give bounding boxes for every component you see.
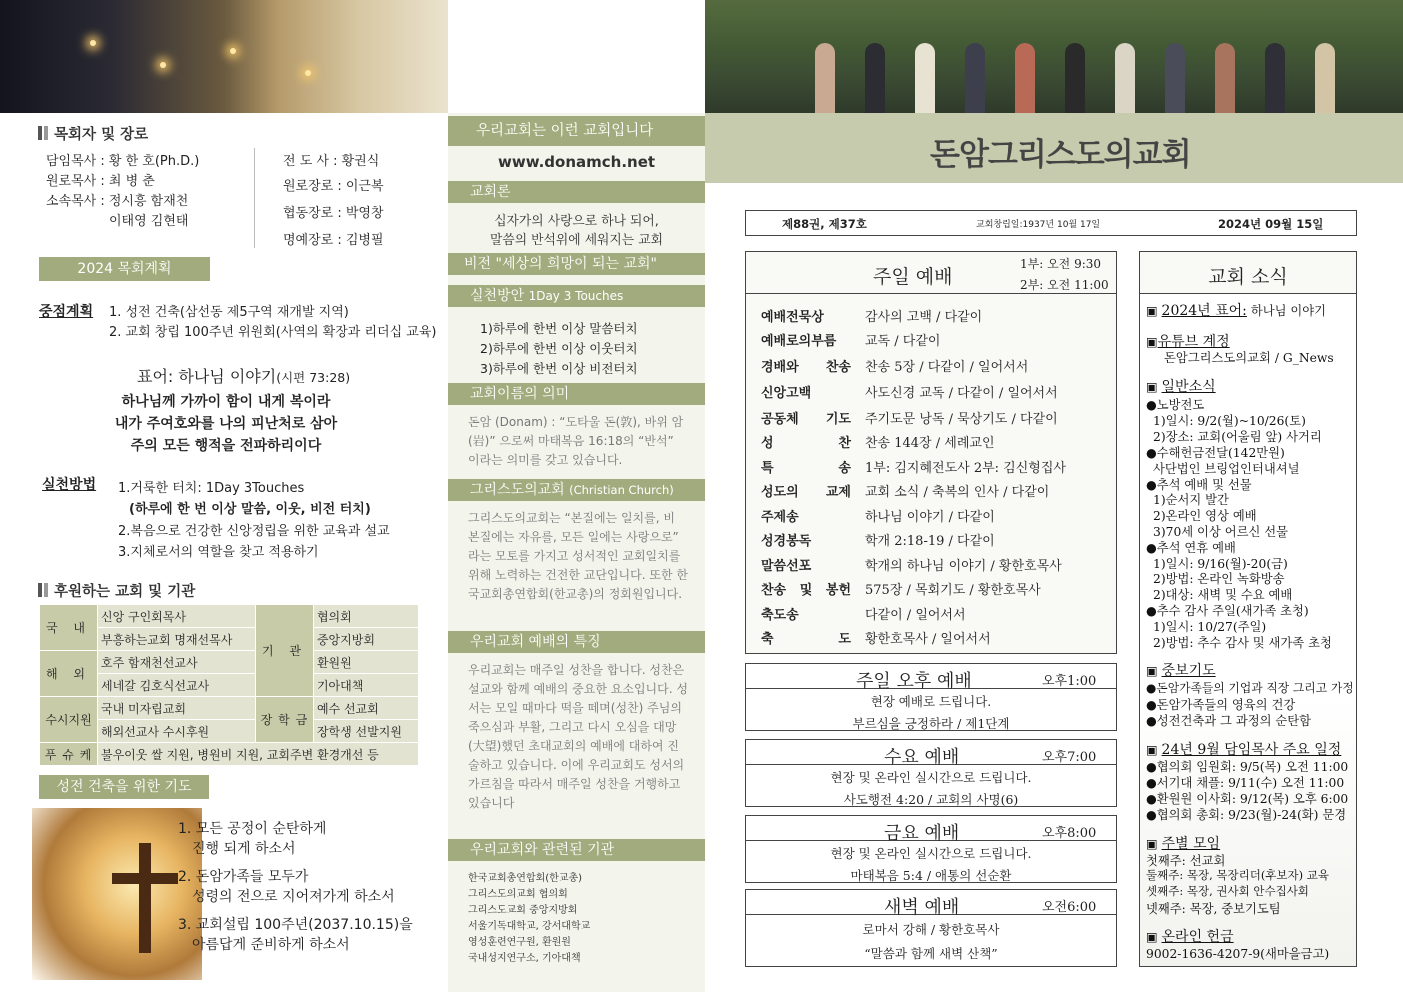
motto-line: 내가 주여호와를 나의 피난처로 삼아 [114,416,338,432]
practice-heading: 실천방안 1Day 3 Touches [448,285,705,307]
motto-title: 표어: 하나님 이야기(시편 73:28) [137,367,351,386]
support-heading: 후원하는 교회 및 기관 [38,580,195,601]
elder-line: 명예장로 : 김병필 [283,233,384,248]
news-line: ●성전건축과 그 과정의 순탄함 [1146,714,1312,728]
news-line: ●서기대 채플: 9/11(수) 오전 11:00 [1146,776,1345,790]
cross-image [32,808,202,980]
news-line: 9002-1636-4207-9(새마을금고) [1146,947,1330,961]
news-line: 1)일시: 9/16(월)-20(금) [1153,557,1288,571]
news-line: 사단법인 브링업인터내셔널 [1153,462,1300,476]
news-line: ●돈암가족들의 기업과 직장 그리고 가정 [1146,681,1354,695]
related-item: 그리스도의교회 협의회 [468,889,568,900]
news-line: ●협의회 총회: 9/23(월)-24(화) 문경 [1146,808,1347,822]
news-line: ▣ 24년 9월 담임목사 주요 일정 [1146,742,1342,758]
pastors-heading: 목회자 및 장로 [38,123,148,144]
news-line: 3)70세 이상 어르신 선물 [1153,525,1289,539]
related-item: 그리스도교회 중앙지방회 [468,905,578,916]
news-line: ●노방전도 [1146,398,1205,412]
order-row: 예배로의부름 교독 / 다같이 [761,334,941,349]
name-meaning-heading: 교회이름의 의미 [448,383,705,405]
order-row: 말씀선포 학개의 하나님 이야기 / 황한호목사 [761,559,1062,574]
news-line: ▣유튜브 계정 [1146,334,1230,350]
news-line: 1)일시: 10/27(주일) [1153,620,1267,634]
focus-item: 2. 교회 창립 100주년 위원회(사역의 확장과 리더십 교육) [109,325,437,340]
order-row: 축 도 황한호목사 / 일어서서 [761,632,991,647]
practice-item: 1.거룩한 터치: 1Day 3Touches [118,481,305,496]
elder-line: 협동장로 : 박영창 [283,206,384,221]
related-item: 국내성지연구소, 기아대책 [468,953,581,964]
pastor-line: 담임목사 : 황 한 호(Ph.D.) [46,154,200,169]
news-line: ●추수 감사 주일(새가족 초청) [1146,604,1309,618]
news-line: 첫째주: 선교회 [1146,854,1226,868]
news-line: 1)일시: 9/2(월)~10/26(토) [1153,414,1306,428]
friday-worship: 금요 예배 오후8:00 현장 및 온라인 실시간으로 드립니다. 마태복음 5:4 / 애통의 선순환 [745,815,1117,883]
order-row: 성경봉독 학개 2:18-19 / 다같이 [761,534,995,549]
christian-church-text: 그리스도의교회는 “본질에는 일치를, 비 본질에는 자유를, 모든 일에는 사랑으로” 라는 모토를 가지고 성서적인 교회일치를 위해 노력하는 건전한 교단입니다. 또한 한국교회총연합회(한교총)의 정회원입니다. [468,511,688,601]
news-line: ●추석 예배 및 선물 [1146,478,1252,492]
news-line: ▣ 중보기도 [1146,663,1216,679]
news-line: ●환원원 이사회: 9/12(목) 오후 6:00 [1146,792,1349,806]
name-meaning-text: 돈암 (Donam) : “도타울 돈(敦), 바위 암(岩)” 으로써 마태복음 16:18의 “반석” 이라는 의미를 갖고 있습니다. [468,415,684,467]
practice-item: 2.복음으로 건강한 신앙정립을 위한 교육과 설교 [118,524,390,539]
sunday-order [745,294,1117,654]
order-row: 성도의 교제 교회 소식 / 축복의 인사 / 다같이 [761,485,1050,500]
news-line: ▣ 온라인 헌금 [1146,929,1234,945]
theory-heading: 교회론 [448,181,705,203]
elder-line: 전 도 사 : 황권식 [283,154,380,169]
news-line: 돈암그리스도의교회 / G_News [1164,351,1334,365]
congregation-group-photo [705,0,1403,113]
column-bulletin [705,113,1403,992]
issue-bar [745,210,1357,236]
wednesday-worship: 수요 예배 오후7:00 현장 및 온라인 실시간으로 드립니다. 사도행전 4:20 / 교회의 사명(6) [745,739,1117,807]
news-line: ●협의회 임원회: 9/5(목) 오전 11:00 [1146,760,1349,774]
pastor-line: 이태영 김현태 [109,214,189,229]
related-heading: 우리교회와 관련된 기관 [448,839,705,861]
practice-label: 실천방법 [42,477,97,493]
theory-line: 십자가의 사랑으로 하나 되어, [494,214,659,229]
sunday-worship-header: 주일 예배 1부: 오전 9:30 2부: 오전 11:00 [745,251,1117,294]
column-church-intro [448,113,705,992]
news-line: ▣ 일반소식 [1146,379,1216,395]
prayer-line: 2. 돈암가족들 모두가 [178,869,309,885]
date-label: 2024년 09월 15일 [1218,217,1324,231]
motto-line: 주의 모든 행적을 전파하리이다 [130,438,322,454]
church-name: 돈암그리스도의교회 [930,137,1191,173]
pastor-line: 소속목사 : 정시흥 함재천 [46,194,189,209]
dawn-worship: 새벽 예배 오전6:00 로마서 강해 / 황한호목사 “말씀과 함께 새벽 산책” [745,889,1117,967]
prayer-line: 아름답게 준비하게 하소서 [192,937,350,953]
order-row: 신앙고백 사도신경 교독 / 다같이 / 일어서서 [761,386,1058,401]
news-line: 넷째주: 목장, 중보기도팀 [1146,902,1281,916]
worship-feature-text: 우리교회는 매주일 성찬을 합니다. 성찬은 설교와 함께 예배의 중요한 요소입니다. 성서는 모일 때마다 떡을 떼며(성찬) 주님의 죽으심과 부활, 그리고 다시 오심을 대망(大望)했던 초대교회의 예배에 대하여 진술하고 있습니다. 이에 우리교회도 성서의 가르침을 따라서 매주일 성찬을 거행하고 있습니다 [468,663,688,810]
related-item: 서울기독대학교, 강서대학교 [468,921,591,932]
prayer-line: 3. 교회설립 100주년(2037.10.15)을 [178,917,413,933]
practice-line: 1)하루에 한번 이상 말씀터치 [480,321,638,336]
practice-line: 3)하루에 한번 이상 비전터치 [480,361,638,376]
motto-line: 하나님께 가까이 함이 내게 복이라 [121,394,331,410]
related-item: 영성훈련연구원, 환원원 [468,937,571,948]
news-line: ●수해헌금전달(142만원) [1146,446,1285,460]
prayer-line: 진행 되게 하소서 [192,841,296,857]
prayer-heading: 성전 건축을 위한 기도 [39,775,209,799]
news-line: ▣ 주별 모임 [1146,836,1221,852]
order-row: 찬송 및 봉헌 575장 / 목회기도 / 황한호목사 [761,583,1041,598]
support-table: 국 내 신앙 구인회목사 기 관 협의회 부흥하는교회 명재선목사 중앙지방회 해 외 호주 함재천선교사 환원원 세네갈 김호식선교사 기아대책 수시지원 국내 미자립교회 장 학 금 예수 선교회 해외선교사 수시후원 장학생 선발지원 푸 슈 케 불우이웃 쌀 지원, 병원비 지원, 교회주변 환경개선 등 [39,604,419,766]
column-pastoral [32,118,437,980]
focus-item: 1. 성전 건축(삼선동 제5구역 재개발 지역) [109,305,349,320]
news-header: 교회 소식 [1139,251,1357,294]
order-row: 주제송 하나님 이야기 / 다같이 [761,510,995,525]
christian-church-heading: 그리스도의교회 (Christian Church) [448,479,705,501]
news-line: 2)장소: 교회(어울림 앞) 사거리 [1153,430,1322,444]
worship-feature-heading: 우리교회 예배의 특징 [448,631,705,653]
practice-item: 3.지체로서의 역할을 찾고 적용하기 [118,545,319,560]
order-row: 공동체 기도 주기도문 낭독 / 묵상기도 / 다같이 [761,412,1058,427]
vision-heading: 비전 "세상의 희망이 되는 교회" [448,253,705,275]
order-row: 특 송 1부: 김지혜전도사 2부: 김신형집사 [761,461,1066,476]
news-line: 2)대상: 새벽 및 수요 예배 [1153,588,1293,602]
focus-label: 중점계획 [39,304,94,320]
news-line: 2)방법: 추수 감사 및 새가족 초청 [1153,636,1332,650]
news-line: ▣ 2024년 표어: 하나님 이야기 [1146,303,1326,319]
news-line: 셋째주: 목장, 권사회 안수집사회 [1146,884,1309,898]
news-line: ●추석 연휴 예배 [1146,541,1236,555]
plan-heading: 2024 목회계획 [39,257,210,281]
church-url[interactable]: www.donamch.net [498,153,656,171]
order-row: 경배와 찬송 찬송 5장 / 다같이 / 일어서서 [761,360,1029,375]
news-line: 둘째주: 목장, 목장리더(후보자) 교육 [1146,868,1329,882]
news-line: 2)온라인 영상 예배 [1153,509,1257,523]
order-row: 축도송 다같이 / 일어서서 [761,608,966,623]
order-row: 예배전묵상 감사의 고백 / 다같이 [761,310,983,325]
volume-label: 제88권, 제37호 [782,217,867,231]
prayer-line: 성령의 전으로 지어져가게 하소서 [192,889,395,905]
theory-line: 말씀의 반석위에 세워지는 교회 [490,233,663,248]
elder-line: 원로장로 : 이근복 [283,179,384,194]
practice-line: 2)하루에 한번 이상 이웃터치 [480,341,638,356]
afternoon-worship: 주일 오후 예배 오후1:00 현장 예배로 드립니다. 부르심을 긍정하라 / 제1단계 [745,663,1117,731]
related-item: 한국교회총연합회(한교총) [468,873,583,884]
order-row: 성 찬 찬송 144장 / 세례교인 [761,436,995,451]
night-wall-photo [0,0,448,113]
founded-label: 교회창립일:1937년 10월 17일 [976,220,1101,230]
news-line: 1)순서지 발간 [1153,493,1229,507]
news-line: ●돈암가족들의 영육의 건강 [1146,698,1296,712]
prayer-line: 1. 모든 공정이 순탄하게 [178,821,327,837]
pastor-line: 원로목사 : 최 병 춘 [46,174,155,189]
practice-item: (하루에 한 번 이상 말씀, 이웃, 비전 터치) [129,502,371,517]
intro-heading: 우리교회는 이런 교회입니다 [448,116,705,146]
news-line: 2)방법: 온라인 녹화방송 [1153,572,1285,586]
